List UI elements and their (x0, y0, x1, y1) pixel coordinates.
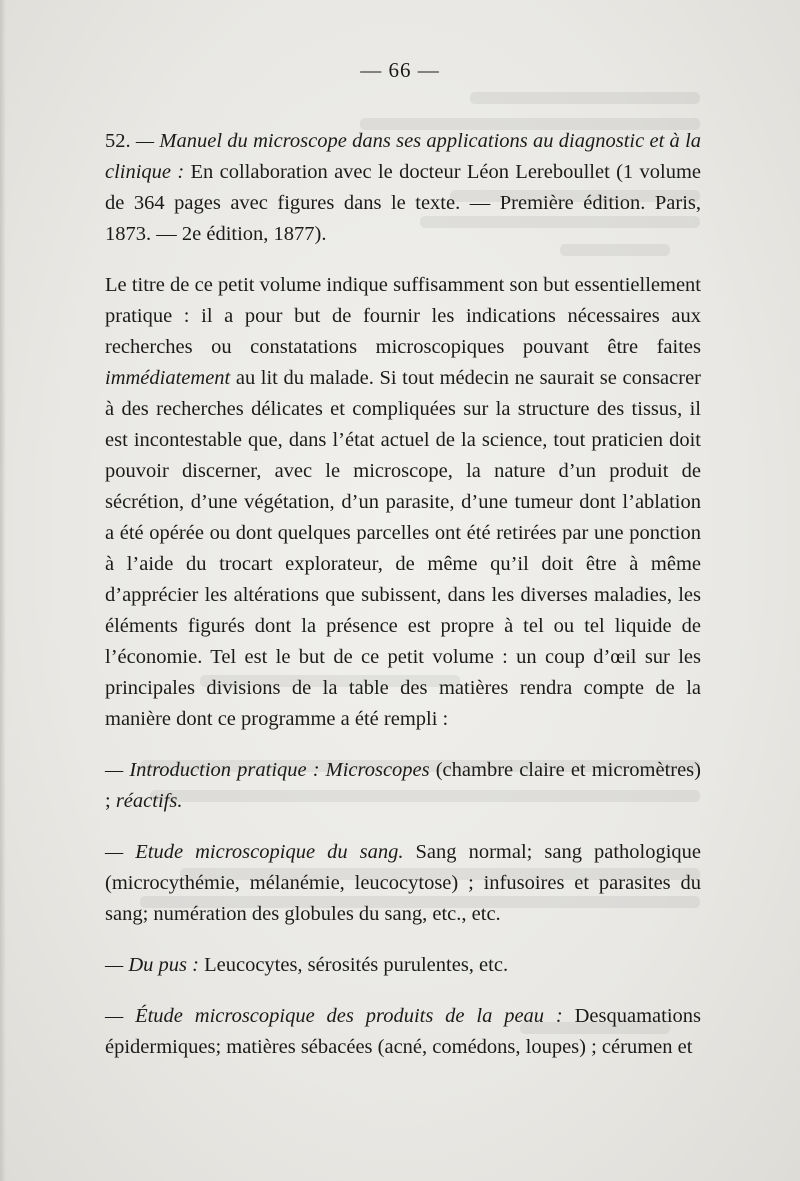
item-introduction (105, 755, 701, 817)
intro-part-1: Le titre de ce petit volume indique suffisamment son but essentiellement pratique : il a pour but de fournir les indications nécessaires aux recherches ou constatations microscopiques pouvant être faites (105, 274, 701, 358)
item-heading: — Du pus : (105, 954, 199, 976)
item-peau (105, 1001, 701, 1063)
item-text: Leucocytes, sérosités purulentes, etc. (204, 954, 509, 976)
entry-description: En collaboration avec le docteur Léon Lereboullet (1 volume de 364 pages avec figures dans le texte. — Première édition. Paris, 1873. — 2e édition, 1877). (105, 161, 701, 245)
item-heading: — Introduction pratique : Microscopes (105, 759, 430, 781)
intro-paragraph (105, 270, 701, 735)
item-text: Sang normal; sang pathologique (microcythémie, mélanémie, leucocytose) ; infusoires et parasites du sang; numération des globules du sang, etc., etc. (105, 841, 702, 925)
entry-title: — (135, 130, 155, 152)
item-tail: réactifs. (115, 790, 183, 812)
body-text (105, 126, 701, 1083)
item-heading: — Etude microscopique du sang. (105, 841, 404, 863)
item-sang (105, 837, 701, 930)
entry-title-text: Manuel du microscope dans ses applications au diagnostic et à la clinique : (105, 130, 702, 183)
item-text: (chambre claire et micromètres) ; (105, 759, 701, 812)
item-heading: — Étude microscopique des produits de la peau : (105, 1005, 563, 1027)
intro-emphasis: immédiatement (105, 367, 231, 389)
item-pus (105, 950, 701, 981)
page-number: — 66 — (360, 58, 440, 82)
entry-52 (105, 126, 701, 250)
entry-number: 52. (105, 130, 131, 152)
intro-part-2: au lit du malade. Si tout médecin ne saurait se consacrer à des recherches délicates et compliquées sur la structure des tissus, il est incontestable que, dans l’état actuel de la science, tout praticien doit pouvoir discerner, avec le microscope, la nature d’un produit de sécrétion, d’une végétation, d’un parasite, d’une tumeur dont l’ablation a été opérée ou dont quelques parcelles ont été retirées par une ponction à l’aide du trocart explorateur, de même qu’il doit être à même d’apprécier les altérations que subissent, dans les diverses maladies, les éléments figurés dont la présence est propre à tel ou tel liquide de l’économie. Tel est le but de ce petit volume : un coup d’œil sur les principales divisions de la table des matières rendra compte de la manière dont ce programme a été rempli : (105, 367, 701, 730)
item-text: Desquamations épidermiques; matières sébacées (acné, comédons, loupes) ; cérumen et (105, 1005, 701, 1058)
